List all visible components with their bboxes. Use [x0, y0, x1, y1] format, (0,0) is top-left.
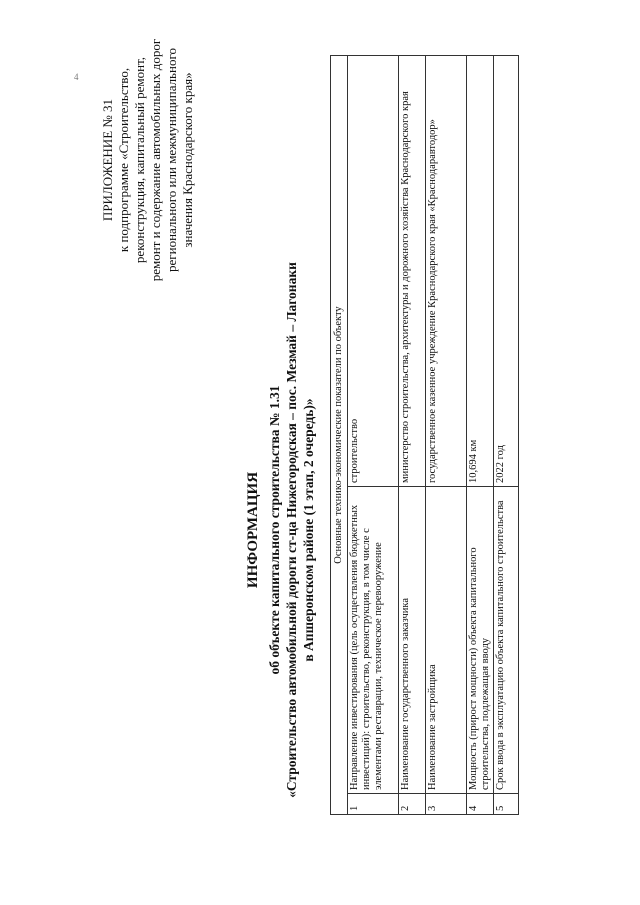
row-label: Мощность (прирост мощности) объекта капитального строительства, подлежащая вводу	[467, 487, 494, 794]
appendix-line: реконструкция, капитальный ремонт,	[132, 56, 147, 264]
document-title-block	[245, 250, 317, 810]
table-row	[426, 56, 467, 815]
object-name-line: «Строительство автомобильной дороги ст-ца Нижегородская – пос. Мезмай – Лагонаки	[284, 262, 299, 798]
page-mark: 4	[74, 72, 79, 82]
row-value: 2022 год	[494, 56, 519, 487]
table-row	[348, 56, 399, 815]
appendix-line: ремонт и содержание автомобильных дорог	[148, 38, 163, 282]
row-number: 2	[399, 794, 426, 815]
row-number: 3	[426, 794, 467, 815]
row-label: Срок ввода в эксплуатацию объекта капитального строительства	[494, 487, 519, 794]
table-row	[494, 56, 519, 815]
table-header-row	[331, 56, 348, 815]
appendix-line: значения Краснодарского края»	[180, 72, 195, 248]
row-value: 10,694 км	[467, 56, 494, 487]
appendix-line: к подпрограмме «Строительство,	[116, 67, 131, 253]
table-row	[467, 56, 494, 815]
object-name-line: в Апшеронском районе (1 этап, 2 очередь)»	[301, 398, 316, 662]
row-label: Наименование застройщика	[426, 487, 467, 794]
document-heading: ИНФОРМАЦИЯ	[245, 471, 261, 589]
row-label: Наименование государственного заказчика	[399, 487, 426, 794]
table-header: Основные технико-экономические показатели по объекту	[331, 56, 348, 815]
appendix-block	[100, 15, 196, 305]
row-number: 1	[348, 794, 399, 815]
row-number: 4	[467, 794, 494, 815]
indicators-table	[330, 55, 519, 815]
row-label: Направление инвестирования (цель осуществления бюджетных инвестиций): строительство, реконструкция, в том числе с элементами реставрации, техническое перевооружение	[348, 487, 399, 794]
document-subtitle: об объекте капитального строительства № 1.31	[267, 385, 282, 675]
row-value: государственное казенное учреждение Краснодарского края «Краснодаравтодор»	[426, 56, 467, 487]
appendix-line: ПРИЛОЖЕНИЕ № 31	[100, 98, 115, 222]
appendix-line: регионального или межмуниципального	[164, 48, 179, 272]
row-value: министерство строительства, архитектуры и дорожного хозяйства Краснодарского края	[399, 56, 426, 487]
table-row	[399, 56, 426, 815]
row-number: 5	[494, 794, 519, 815]
row-value: строительство	[348, 56, 399, 487]
